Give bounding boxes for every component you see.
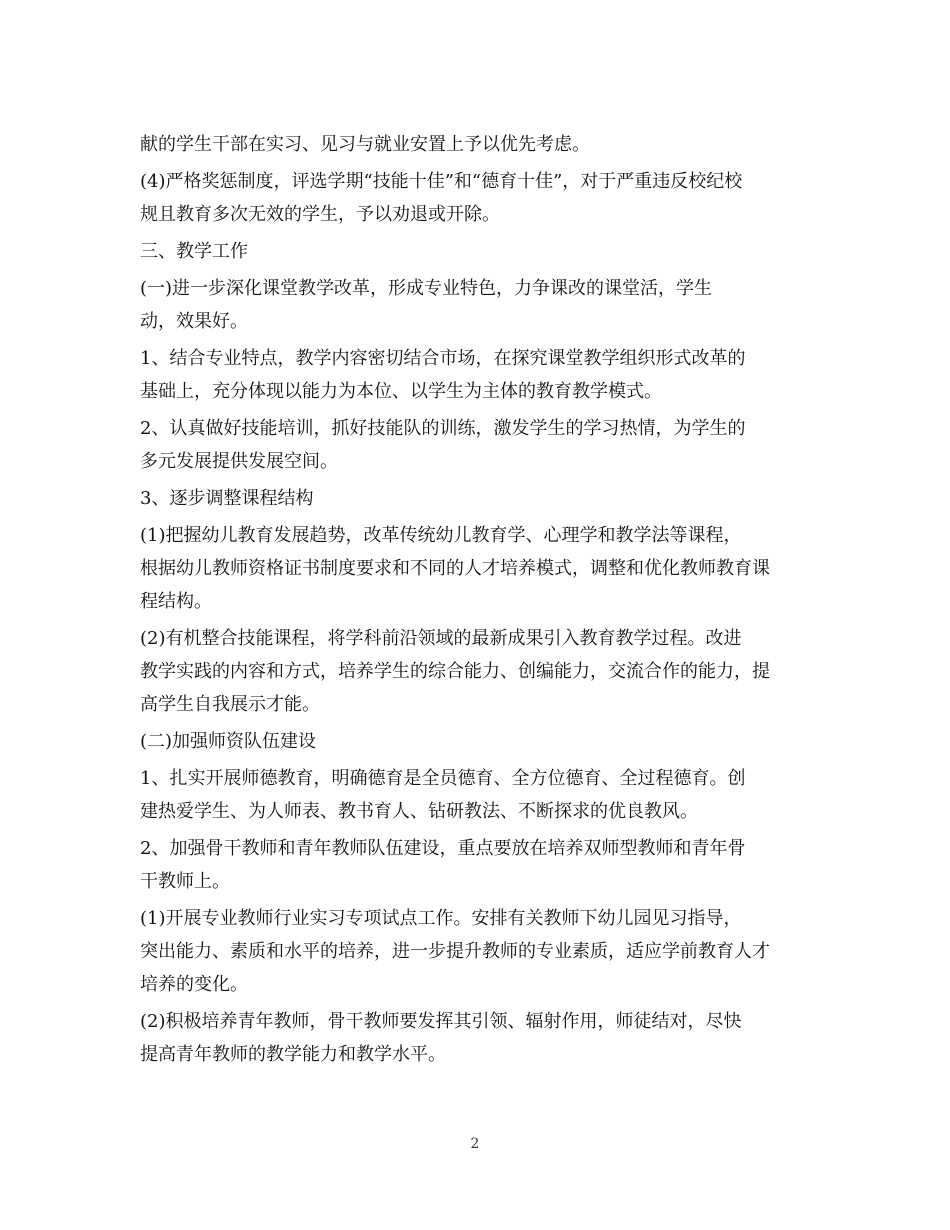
section-heading-teaching: 三、教学工作 <box>140 241 248 262</box>
paragraph-8: (1)把握幼儿教育发展趋势，改革传统幼儿教育学、心理学和教学法等课程， 根据幼儿教师资格证书制度要求和不同的人才培养模式，调整和优化教师教育课 程结构。 <box>140 525 770 612</box>
paragraph-13: (1)开展专业教师行业实习专项试点工作。安排有关教师下幼儿园见习指导， 突出能力、素质和水平的培养，进一步提升教师的专业素质，适应学前教育人才 培养的变化。 <box>140 908 770 995</box>
paragraph-12: 2、加强骨干教师和青年教师队伍建设，重点要放在培养双师型教师和青年骨 干教师上。 <box>140 838 746 892</box>
subheading-course-structure: 3、逐步调整课程结构 <box>140 488 314 509</box>
paragraph-6: 2、认真做好技能培训，抓好技能队的训练，激发学生的学习热情，为学生的 多元发展提供发展空间。 <box>140 418 746 472</box>
subheading-teacher-team: (二)加强师资队伍建设 <box>140 731 317 752</box>
paragraph-9: (2)有机整合技能课程，将学科前沿领域的最新成果引入教育教学过程。改进 教学实践的内容和方式，培养学生的综合能力、创编能力，交流合作的能力，提 高学生自我展示才能。 <box>140 628 770 715</box>
paragraph-2: (4)严格奖惩制度，评选学期“技能十佳”和“德育十佳”，对于严重违反校纪校 规且教育多次无效的学生，予以劝退或开除。 <box>140 171 743 225</box>
paragraph-5: 1、结合专业特点，教学内容密切结合市场，在探究课堂教学组织形式改革的 基础上，充分体现以能力为本位、以学生为主体的教育教学模式。 <box>140 348 746 402</box>
paragraph-4: (一)进一步深化课堂教学改革，形成专业特色，力争课改的课堂活，学生 动，效果好。 <box>140 278 713 332</box>
paragraph-14: (2)积极培养青年教师，骨干教师要发挥其引领、辐射作用，师徒结对，尽快 提高青年教师的教学能力和教学水平。 <box>140 1011 742 1065</box>
paragraph-1: 献的学生干部在实习、见习与就业安置上予以优先考虑。 <box>140 134 590 155</box>
page-number: 2 <box>470 1136 480 1152</box>
paragraph-11: 1、扎实开展师德教育，明确德育是全员德育、全方位德育、全过程德育。创 建热爱学生、为人师表、教书育人、钻研教法、不断探求的优良教风。 <box>140 768 746 822</box>
document-body <box>140 128 810 1071</box>
